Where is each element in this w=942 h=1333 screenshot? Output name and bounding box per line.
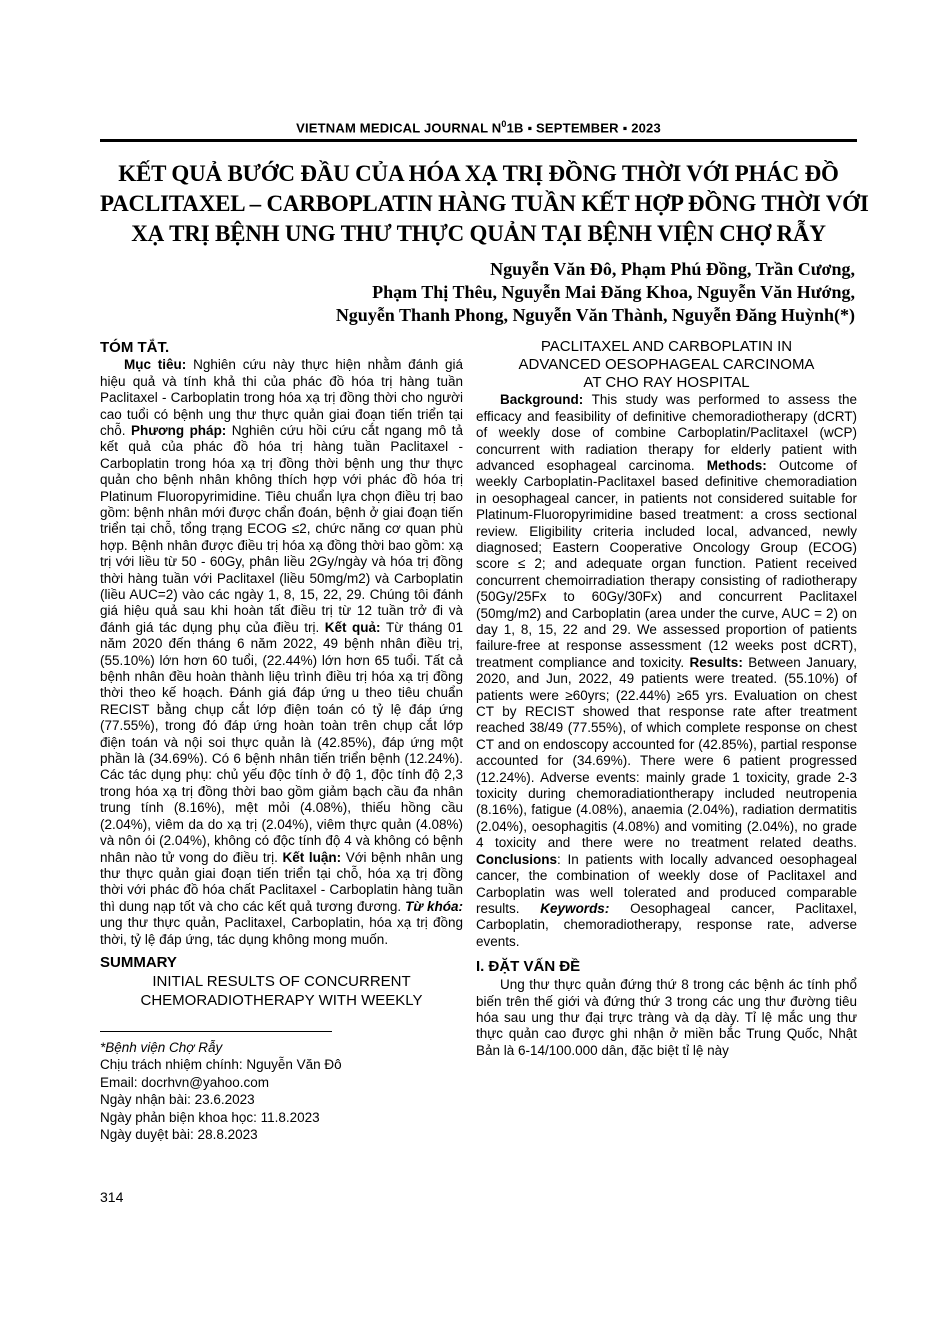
- text-segment: : In patients with locally advanced oesophageal cancer, the combination of weekly dose of Paclitaxel and Carboplatin was well tolerated and produced comparable results.: [476, 851, 857, 916]
- english-title-line: AT CHO RAY HOSPITAL: [583, 374, 750, 392]
- text-segment: Nghiên cứu này thực hiện nhằm đánh giá hiệu quả và tính khả thi của phác đồ hóa trị hàng tuần Paclitaxel - Carboplatin trong hóa xạ trị đồng thời cho người cao tuổi có bệnh ung thư thực quản giai đoạn tiến triển tại chỗ.: [100, 357, 464, 438]
- text-segment: Kết quả:: [324, 619, 386, 635]
- text-segment: Phương pháp:: [130, 422, 232, 438]
- text-segment: Conclusions: [476, 851, 558, 867]
- page-content: [100, 119, 869, 1205]
- text-segment: Keywords:: [540, 900, 631, 916]
- text-segment: Between January, 2020, and Jun, 2022, 49 patients were treated. (55.10%) of patients were ≥60yrs; (22.44%) ≥65 yrs. Evaluation on chest CT by RECIST showed that response rate after treatment reached 38/49 (77.55%), of which complete response on chest CT and on endoscopy accounted for (42.85%), partial response accounted for (34.69%). There were 6 patient progressed (12.24%). Adverse events: mainly grade 1 toxicity, grade 2-3 toxicity during chemoradiationtherapy included neutropenia (8.16%), fatigue (4.08%), anaemia (2.04%), radiation dermatitis (2.04%), oesophagitis (4.08%) and vomiting (2.04%), no grade 4 toxicity and there were no treatment related deaths.: [476, 654, 857, 851]
- authors-block: [100, 258, 857, 327]
- journal-header-text: VIETNAM MEDICAL JOURNAL N: [296, 120, 502, 136]
- english-title-line: ADVANCED OESOPHAGEAL CARCINOMA: [518, 356, 815, 374]
- text-segment: Từ tháng 01 năm 2020 đến tháng 6 năm 2022, 49 bệnh nhân điều trị, (55.10%) lớn hơn 60 tuổi, (22.44%) lớn hơn 65 tuổi. Tất cả bệnh nhân đều hoàn thành liệu trình điều trị hóa xạ trị đồng thời theo kế hoạch. Đánh giá đáp ứng u theo tiêu chuẩn RECIST bằng chụp cắt lớp điện toán có tỷ lệ đáp ứng (77.55%), trong đó đáp ứng hoàn toàn trên chụp cắt lớp điện toán và nội soi thực quản là (42.85%), đáp ứng một phần là (34.69%). Có 6 bệnh nhân tiến triển bệnh (12.24%). Các tác dụng phụ: chủ yếu độc tính ở độ 1, độc tính độ 2,3 trong hóa xạ trị đồng thời bao gồm giảm bạch cầu đa nhân trung tính (8.16%), mệt mỏi (4.08%), thiếu hồng cầu (2.04%), viêm da do xạ trị (2.04%), viêm thực quản (4.08%) và nôn ói (2.04%), không có độc tính độ 4 và không có bệnh nhân nào tử vong do điều trị.: [100, 619, 463, 865]
- footnote-line: Chịu trách nhiệm chính: Nguyễn Văn Đô: [100, 1057, 342, 1073]
- right-column: [476, 338, 857, 1205]
- footnote-line: Ngày nhận bài: 23.6.2023: [100, 1092, 255, 1108]
- article-title-line: XẠ TRỊ BỆNH UNG THƯ THỰC QUẢN TẠI BỆNH VIỆN CHỢ RẪY: [131, 221, 826, 247]
- text-segment: Nghiên cứu hồi cứu cắt ngang mô tả kết quả của phác đồ hóa trị hàng tuần Paclitaxel - Carboplatin trong hóa xạ trị đồng thời bệnh ung thư thực quản cho bệnh nhân không thích hợp với phác đồ hóa trị Platinum Fluoropyrimidine. Tiêu chuẩn lựa chọn điều trị bao gồm: bệnh nhân mới được chẩn đoán, bệnh ở giai đoạn tiến triển tại chỗ, tổng trạng ECOG ≤2, chức năng cơ quan phù hợp. Bệnh nhân được điều trị hóa xạ đồng thời bao gồm: xạ trị với liều từ 50 - 60Gy, phân liều 2Gy/ngày và hóa trị đồng thời hàng tuần với Paclitaxel (liều 50mg/m2) và Carboplatin (liều AUC=2) vào các ngày 1, 8, 15, 22, 29. Chúng tôi đánh giá hiệu quả sau khi hoàn tất điều trị từ 12 tuần trở đi và đánh giá tác dụng phụ của điều trị.: [100, 422, 463, 635]
- journal-header: [100, 119, 857, 142]
- introduction-heading: I. ĐẶT VẤN ĐỀ: [476, 958, 581, 976]
- journal-header-superscript: 0: [501, 119, 507, 129]
- footnote-line: Ngày phản biện khoa học: 11.8.2023: [100, 1109, 320, 1125]
- left-column: [100, 338, 463, 1205]
- footnote-line: Email: docrhvn@yahoo.com: [100, 1074, 270, 1090]
- text-segment: Từ khóa:: [405, 898, 463, 914]
- text-segment: ung thư thực quản, Paclitaxel, Carboplatin, hóa xạ trị đồng thời, tỷ lệ đáp ứng, tác dụng không mong muốn.: [100, 915, 463, 947]
- footnote-line: Ngày duyệt bài: 28.8.2023: [100, 1127, 258, 1143]
- text-segment: Kết luận:: [282, 849, 346, 865]
- summary-title: [100, 972, 463, 1010]
- text-segment: Outcome of weekly Carboplatin-Paclitaxel based definitive chemoradiation in oesophageal cancer, in patients not considered suitable for Platinum-Fluoropyrimidine based treatment: a cross sectional review. Eligibility criteria included local, advanced, newly diagnosed; Eastern Cooperative Oncology Group (ECOG) score ≤ 2; and adequate organ function. Patient received concurrent chemoirradiation therapy consisting of radiotherapy (50Gy/25Fx to 60Gy/30Fx) and concurrent Paclitaxel (50mg/m2) and Carboplatin (area under the curve, AUC = 2) on day 1, 8, 15, 22 and 29. We assessed proportion of patients failure-free at response assessment (12 weeks post dCRT), treatment compliance and toxicity.: [476, 457, 858, 670]
- authors-line: Nguyễn Văn Đô, Phạm Phú Đồng, Trần Cương,: [490, 259, 855, 280]
- summary-heading: SUMMARY: [100, 953, 177, 971]
- footnote-separator: [100, 1031, 332, 1032]
- text-segment: Background:: [500, 392, 592, 408]
- text-segment: Oesophageal cancer, Paclitaxel, Carboplatin, chemoradiotherapy, response rate, adverse events.: [476, 900, 858, 949]
- introduction-paragraph: Ung thư thực quản đứng thứ 8 trong các bệnh ác tính phổ biến trên thế giới và đứng thứ 3 trong các ung thư đường tiêu hóa sau ung thư đại trực tràng và dạ dày. Tỉ lệ mắc ung thư thực quản cao được ghi nhận ở miền bắc Trung Quốc, Nhật Bản là 6-14/100.000 dân, đặc biệt tỉ lệ này: [476, 977, 857, 1058]
- footnote-affiliation: *Bệnh viện Chợ Rẫy: [100, 1039, 223, 1055]
- abstract-heading: TÓM TẮT.: [100, 339, 170, 357]
- article-title-line: PACLITAXEL – CARBOPLATIN HÀNG TUẦN KẾT HỢP ĐỒNG THỜI VỚI: [100, 191, 869, 217]
- text-segment: Với bệnh nhân ung thư thực quản giai đoạn tiến triển tại chỗ, hóa xạ trị đồng thời với phác đồ hóa chất Paclitaxel - Carboplatin hàng tuần thì dung nạp tốt và cho các kết quả tương đương.: [100, 849, 463, 914]
- abstract-paragraph: [100, 357, 463, 948]
- text-segment: Results:: [689, 654, 749, 670]
- two-column-body: [100, 338, 857, 1205]
- text-segment: Mục tiêu:: [124, 357, 194, 373]
- journal-header-issue: 1B ▪ SEPTEMBER ▪ 2023: [506, 120, 661, 136]
- article-title-line: KẾT QUẢ BƯỚC ĐẦU CỦA HÓA XẠ TRỊ ĐỒNG THỜI VỚI PHÁC ĐỒ: [118, 161, 839, 187]
- english-title: [476, 338, 857, 392]
- page-number: 314: [100, 1188, 124, 1205]
- footnote-block: [100, 1039, 463, 1144]
- english-abstract-paragraph: [476, 392, 857, 950]
- text-segment: This study was performed to assess the efficacy and feasibility of definitive chemoradiotherapy (dCRT) of weekly dose of combine Carboplatin/Paclitaxel (wCP) concurrent with radiation therapy for elderly patient with advanced esophageal carcinoma.: [476, 392, 857, 473]
- article-title: [100, 159, 869, 249]
- summary-title-line: CHEMORADIOTHERAPY WITH WEEKLY: [140, 991, 423, 1009]
- english-title-line: PACLITAXEL AND CARBOPLATIN IN: [540, 338, 793, 356]
- authors-line: Phạm Thị Thêu, Nguyễn Mai Đăng Khoa, Nguyễn Văn Hướng,: [372, 282, 855, 303]
- text-segment: Methods:: [706, 457, 779, 473]
- summary-title-line: INITIAL RESULTS OF CONCURRENT: [152, 972, 411, 990]
- authors-line: Nguyễn Thanh Phong, Nguyễn Văn Thành, Nguyễn Đăng Huỳnh(*): [335, 305, 855, 326]
